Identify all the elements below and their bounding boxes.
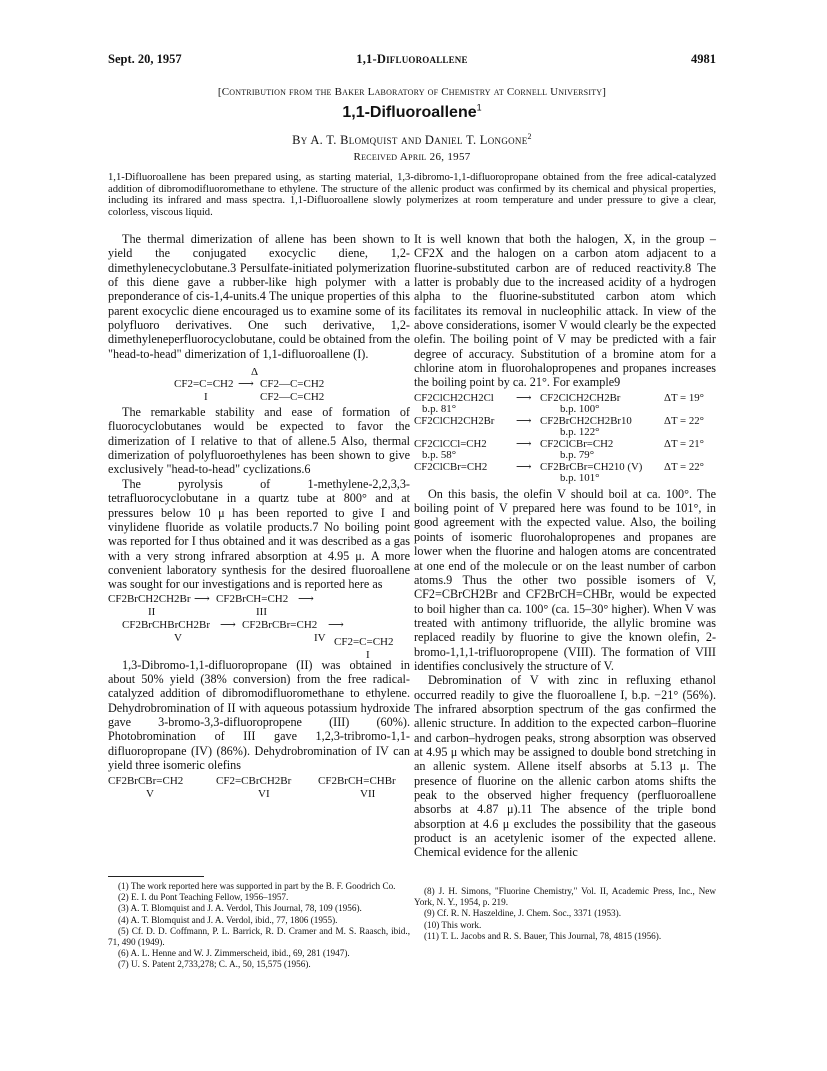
right-paragraph-2: On this basis, the olefin V should boil at ca. 100°. The boiling point of V prepared here was found to be 101°, in good agreement with the expected value. Also, the boiling points of isomeric fluorohalopropenes and propanes are lower when the fluorine and halogen atoms are concentrated at one end of the molecule or on the least number of carbon atoms.9 Thus the other two possible isomers of V, CF2=CBrCH2Br and CF2BrCH=CHBr, would be expected to boil higher than ca. 100° (ca. 15–30° higher). When V was treated with antimony trifluoride, the allylic bromine was replaced readily by fluorine to give the known olefin, 2-bromo-1,1,1-trifluoropropene (VIII). The formation of VIII identifies conclusively the structure of V. bbox=[414, 486, 716, 673]
bp-row1-right-bp: b.p. 100° bbox=[560, 403, 600, 416]
synthesis-scheme bbox=[108, 592, 410, 661]
left-column bbox=[108, 232, 410, 802]
bp-arrow: ⟶ bbox=[516, 460, 532, 473]
footnote-7: (7) U. S. Patent 2,733,278; C. A., 50, 15,575 (1956). bbox=[118, 959, 311, 970]
olefin-label-VII: VII bbox=[360, 788, 376, 801]
bp-row3-right-bp: b.p. 79° bbox=[560, 449, 595, 462]
issue-date: Sept. 20, 1957 bbox=[108, 52, 182, 66]
bp-row1-left: CF2ClCH2CH2Cl bbox=[414, 391, 494, 404]
footnote-6: (6) A. L. Henne and W. J. Zimmerscheid, ibid., 69, 281 (1947). bbox=[118, 948, 350, 959]
scheme-II: CF2BrCH2CH2Br bbox=[108, 592, 191, 605]
bp-row4-right: CF2BrCBr=CH210 (V) bbox=[540, 460, 643, 473]
left-paragraph-3: The pyrolysis of 1-methylene-2,2,3,3-tetrafluorocyclobutane in a quartz tube at 800° and at pressures below 10 μ has been reported to give I and vinylidene fluoride as volatile products.7 No boiling point was reported for I thus obtained and it was described as a gas with a very strong infrared absorption at 4.95 μ. A more convenient laboratory synthesis for the desired fluoroallene was sought for our investigations and is reported here as bbox=[108, 476, 410, 592]
bp-row3-right: CF2ClCBr=CH2 bbox=[540, 437, 614, 450]
bp-row1-right: CF2ClCH2CH2Br bbox=[540, 391, 621, 404]
footnote-rule bbox=[108, 876, 204, 877]
scheme-product-bottom: CF2—C=CH2 bbox=[260, 391, 325, 404]
left-paragraph-1: The thermal dimerization of allene has been shown to yield the conjugated exocyclic diene, 1,2-dimethylenecyclobutane.3 Persulfate-initiated polymerization of this diene gave a rubber-like high polymer with a preponderance of cis-1,4-units.4 The unique properties of this parent exocyclic diene encouraged us to examine some of its polyfluoro derivatives. One such derivative, 1,2-dimethyleneperfluorocyclobutane, could be obtained from the "head-to-head" dimerization of 1,1-difluoroallene (I). bbox=[108, 232, 410, 361]
scheme-arrow-2: ⟶ bbox=[298, 592, 314, 605]
byline bbox=[108, 133, 716, 148]
bp-arrow: ⟶ bbox=[516, 391, 532, 404]
bp-row3-left-bp: b.p. 58° bbox=[422, 449, 457, 462]
bp-row4-right-bp: b.p. 101° bbox=[560, 472, 600, 485]
left-paragraph-2: The remarkable stability and ease of formation of fluorocyclobutanes would be expected to favor the dimerization of I relative to that of allene.5 Also, thermal dimerization of polyfluoroethylenes has been shown to give exclusively "head-to-head" cyclizations.6 bbox=[108, 405, 410, 477]
label-II: II bbox=[148, 605, 156, 618]
bp-row1-left-bp: b.p. 81° bbox=[422, 403, 457, 416]
footnote-4: (4) A. T. Blomquist and J. A. Verdol, ibid., 77, 1806 (1955). bbox=[118, 914, 338, 925]
isomeric-olefins bbox=[108, 774, 410, 802]
article-title-text: 1,1-Difluoroallene bbox=[342, 104, 477, 121]
scheme-label-I: I bbox=[204, 391, 208, 404]
footnote-1: (1) The work reported here was supported in part by the B. F. Goodrich Co. bbox=[118, 881, 396, 891]
contribution-line: [Contribution from the Baker Laboratory of Chemistry at Cornell University] bbox=[217, 86, 607, 98]
bp-arrow: ⟶ bbox=[516, 437, 532, 450]
received-date: Received April 26, 1957 bbox=[353, 151, 471, 163]
footnote-11: (11) T. L. Jacobs and R. S. Bauer, This Journal, 78, 4815 (1956). bbox=[424, 930, 662, 941]
bp-arrow: ⟶ bbox=[516, 414, 532, 427]
dimerization-scheme bbox=[108, 365, 410, 405]
footnote-8: (8) J. H. Simons, "Fluorine Chemistry," Vol. II, Academic Press, Inc., New York, N. Y., 1954, p. 219. bbox=[414, 886, 716, 908]
scheme-IV: CF2BrCBr=CH2 bbox=[242, 618, 318, 631]
olefin-label-V: V bbox=[146, 788, 154, 801]
scheme-product-top: CF2—C=CH2 bbox=[260, 378, 325, 391]
olefin-VI: CF2=CBrCH2Br bbox=[216, 775, 292, 788]
bp-row2-delta: ΔT = 22° bbox=[664, 414, 704, 427]
scheme-I: CF2=C=CH2 bbox=[334, 635, 394, 648]
bp-row2-right: CF2BrCH2CH2Br10 bbox=[540, 414, 632, 427]
scheme-arrow: ⟶ bbox=[238, 378, 254, 391]
right-paragraph-1: It is well known that both the halogen, X, in the group –CF2X and the halogen on a carbon atom adjacent to a fluorine-substituted carbon are of reduced reactivity.8 The latter is probably due to the increased acidity of a hydrogen alpha to the fluorine-substituted carbon atom which facilitates its removal in nucleophilic attack. In view of the above considerations, isomer V would clearly be the expected olefin. The boiling point of V may be predicted with a fair degree of accuracy. Substitution of a bromine atom for a chlorine atom in fluorohalopropenes and propanes increases the boiling point by ca. 21°. For example9 bbox=[414, 232, 716, 390]
scheme-arrow-3: ⟶ bbox=[220, 618, 236, 631]
bp-row4-left: CF2ClCBr=CH2 bbox=[414, 460, 488, 473]
scheme-arrow-4: ⟶ bbox=[328, 618, 344, 631]
running-head bbox=[108, 52, 716, 68]
bp-row2-right-bp: b.p. 122° bbox=[560, 426, 600, 439]
bp-row1-delta: ΔT = 19° bbox=[664, 391, 704, 404]
footnote-5: (5) Cf. D. D. Coffmann, P. L. Barrick, R. D. Cramer and M. S. Raasch, ibid., 71, 490 (1949). bbox=[108, 925, 410, 948]
scheme-reactant: CF2=C=CH2 bbox=[174, 378, 234, 391]
footnotes-left bbox=[108, 876, 410, 971]
footnotes-right bbox=[414, 886, 716, 942]
page-number: 4981 bbox=[691, 52, 716, 66]
running-title: 1,1-Difluoroallene bbox=[356, 52, 468, 66]
footnote-9: (9) Cf. R. N. Haszeldine, J. Chem. Soc., 3371 (1953). bbox=[424, 908, 621, 919]
right-paragraph-3: Debromination of V with zinc in refluxing ethanol occurred readily to give the fluoroallene I, b.p. −21° (56%). The infrared absorption spectrum of the gas confirmed the allenic structure. In addition to the expected carbon–fluorine and carbon–hydrogen peaks, strong absorption was observed at 4.95 μ which may be assigned to double bond stretching in an allenic system. Allene itself absorbs at 5.13 μ. The presence of fluorine on the allenic carbon atoms shifts the peak to the observed higher frequency (perfluoroallene absorbs at 4.87 μ).11 The absence of the triple bond absorption at 4.6 μ excludes the possibility that the gaseous product is an acetylenic isomer of the expected allene. Chemical evidence for the allenic bbox=[414, 673, 716, 860]
label-III: III bbox=[256, 605, 267, 618]
bp-row3-delta: ΔT = 21° bbox=[664, 437, 704, 450]
scheme-arrow-1: ⟶ bbox=[194, 592, 210, 605]
scheme-III: CF2BrCH=CH2 bbox=[216, 592, 289, 605]
footnote-10: (10) This work. bbox=[424, 919, 482, 930]
label-IV: IV bbox=[314, 631, 326, 644]
footnote-3: (3) A. T. Blomquist and J. A. Verdol, This Journal, 78, 109 (1956). bbox=[118, 903, 362, 914]
label-V: V bbox=[174, 631, 182, 644]
title-footnote-mark: 1 bbox=[476, 102, 482, 113]
author-footnote-mark: 2 bbox=[527, 131, 532, 141]
olefin-label-VI: VI bbox=[258, 788, 270, 801]
label-I: I bbox=[366, 648, 370, 661]
right-column bbox=[414, 232, 716, 860]
footnote-2: (2) E. I. du Pont Teaching Fellow, 1956–1957. bbox=[118, 892, 289, 903]
arrow-label: Δ bbox=[251, 366, 259, 379]
olefin-V: CF2BrCBr=CH2 bbox=[108, 775, 184, 788]
authors: By A. T. Blomquist and Daniel T. Longone bbox=[292, 133, 528, 147]
boiling-point-table bbox=[414, 391, 716, 483]
scheme-V: CF2BrCHBrCH2Br bbox=[122, 618, 211, 631]
bp-row3-left: CF2ClCCl=CH2 bbox=[414, 437, 487, 450]
article-title bbox=[108, 104, 716, 122]
bp-row4-delta: ΔT = 22° bbox=[664, 460, 704, 473]
olefin-VII: CF2BrCH=CHBr bbox=[318, 775, 396, 788]
abstract: 1,1-Difluoroallene has been prepared using, as starting material, 1,3-dibromo-1,1-difluoropropane obtained from the free adical-catalyzed addition of dibromodifluoromethane to ethylene. The structure of the allenic product was confirmed by its chemical and physical properties, including its infrared and mass spectra. 1,1-Difluoroallene slowly polymerizes at room temperature and under pressure to give a clear, colorless, viscous liquid. bbox=[108, 172, 716, 218]
left-paragraph-4: 1,3-Dibromo-1,1-difluoropropane (II) was obtained in about 50% yield (38% conversion) from the free radical-catalyzed addition of dibromodifluoromethane to ethylene. Dehydrobromination of II with aqueous potassium hydroxide gave 3-bromo-3,3-difluoropropene (III) (60%). Photobromination of III gave 1,2,3-tribromo-1,1-difluoropropane (IV) (86%). Dehydrobromination of IV can yield three isomeric olefins bbox=[108, 657, 410, 772]
bp-row2-left: CF2ClCH2CH2Br bbox=[414, 414, 495, 427]
